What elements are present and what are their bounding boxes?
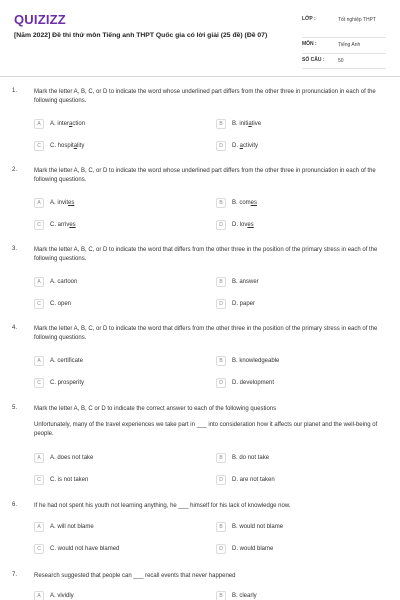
question-instruction: Mark the letter A, B, C or D to indicate the correct answer to each of the following questions	[34, 406, 277, 412]
option-label: D. development	[232, 379, 275, 386]
question-text: Mark the letter A, B, C, or D to indicate the word whose underlined part differs from the other three in pronunciation in each of the following questions.	[34, 89, 376, 104]
option-label: C. hospitality	[50, 142, 85, 149]
option-label: A. does not take	[50, 454, 94, 461]
option-label: B. comes	[232, 199, 258, 206]
option-letter: B	[216, 591, 226, 600]
question-text: Mark the letter A, B, C, or D to indicate the word whose underlined part differs from the other three in pronunciation in each of the following questions.	[34, 168, 376, 183]
question-3	[12, 246, 390, 318]
option-letter: D	[216, 378, 226, 388]
option-label: C. open	[50, 300, 72, 307]
option-letter: A	[34, 591, 44, 600]
count-label: SỐ CÂU :	[302, 57, 325, 63]
option-d[interactable]	[216, 543, 273, 554]
option-letter: D	[216, 141, 226, 151]
option-b[interactable]	[216, 452, 269, 463]
option-label: D. activity	[232, 142, 259, 149]
option-letter: A	[34, 277, 44, 287]
option-label: D. paper	[232, 300, 256, 307]
question-text: If he had not spent his youth not learning anything, he ___ himself for his lack of knowledge now.	[34, 503, 291, 509]
option-label: A. will not blame	[50, 523, 94, 530]
question-number: 3.	[12, 246, 18, 252]
option-b[interactable]	[216, 355, 279, 366]
question-number: 2.	[12, 167, 18, 173]
option-label: A. vividly	[50, 592, 74, 599]
question-number: 1.	[12, 88, 18, 94]
option-a[interactable]	[34, 118, 85, 129]
option-label: C. is not taken	[50, 476, 89, 483]
option-label: A. interaction	[50, 120, 86, 127]
option-a[interactable]	[34, 355, 83, 366]
option-letter: D	[216, 544, 226, 554]
option-letter: C	[34, 378, 44, 388]
option-label: A. cartoon	[50, 278, 78, 285]
question-number: 4.	[12, 325, 18, 331]
option-b[interactable]	[216, 118, 261, 129]
count-value: 50	[338, 58, 344, 64]
option-b[interactable]	[216, 197, 257, 208]
option-label: B. answer	[232, 278, 259, 285]
option-a[interactable]	[34, 521, 94, 532]
option-d[interactable]	[216, 140, 258, 151]
class-label: LỚP :	[302, 16, 316, 22]
option-label: D. are not taken	[232, 476, 275, 483]
question-6	[12, 502, 390, 562]
question-text: Mark the letter A, B, C, or D to indicate the word that differs from the other three in the position of the primary stress in each of the following questions.	[34, 326, 378, 341]
option-d[interactable]	[216, 377, 274, 388]
option-c[interactable]	[34, 543, 119, 554]
class-value: Tốt nghiệp THPT	[338, 17, 376, 23]
question-7	[12, 572, 390, 600]
option-label: B. knowledgeable	[232, 357, 280, 364]
option-a[interactable]	[34, 452, 93, 463]
document-title: [Năm 2022] Đề thi thử môn Tiếng anh THPT Quốc gia có lời giải (25 đề) (Đề 07)	[14, 32, 268, 39]
option-letter: A	[34, 198, 44, 208]
quizizz-logo: QUIZIZZ	[14, 12, 66, 27]
option-a[interactable]	[34, 590, 74, 600]
question-text: Unfortunately, many of the travel experiences we take part in ___ into consideration how it affects our planet and the well-being of people.	[34, 422, 378, 437]
header-divider	[0, 76, 400, 77]
option-d[interactable]	[216, 298, 255, 309]
question-number: 5.	[12, 405, 18, 411]
option-letter: B	[216, 198, 226, 208]
meta-count-row	[302, 54, 386, 69]
option-c[interactable]	[34, 298, 71, 309]
subject-label: MÔN :	[302, 41, 317, 47]
meta-subject-row	[302, 38, 386, 54]
option-label: C. would not have blamed	[50, 545, 120, 552]
option-letter: C	[34, 544, 44, 554]
question-5	[12, 405, 390, 495]
option-c[interactable]	[34, 219, 76, 230]
option-b[interactable]	[216, 276, 259, 287]
option-c[interactable]	[34, 140, 84, 151]
option-label: D. would blame	[232, 545, 274, 552]
option-letter: B	[216, 453, 226, 463]
option-letter: D	[216, 475, 226, 485]
option-b[interactable]	[216, 521, 283, 532]
subject-value: Tiếng Anh	[338, 42, 361, 48]
question-number: 7.	[12, 572, 18, 578]
option-d[interactable]	[216, 219, 254, 230]
option-letter: B	[216, 277, 226, 287]
option-letter: B	[216, 522, 226, 532]
option-label: A. certificate	[50, 357, 84, 364]
option-label: A. invites	[50, 199, 75, 206]
option-letter: B	[216, 119, 226, 129]
option-letter: C	[34, 141, 44, 151]
option-label: B. clearly	[232, 592, 257, 599]
option-a[interactable]	[34, 197, 74, 208]
question-text: Mark the letter A, B, C, or D to indicate the word that differs from the other three in the position of the primary stress in each of the following questions.	[34, 247, 378, 262]
option-a[interactable]	[34, 276, 77, 287]
option-c[interactable]	[34, 474, 88, 485]
option-letter: C	[34, 475, 44, 485]
option-letter: D	[216, 220, 226, 230]
option-letter: A	[34, 119, 44, 129]
option-letter: A	[34, 453, 44, 463]
question-text: Research suggested that people can ___ recall events that never happened	[34, 573, 236, 579]
question-2	[12, 167, 390, 239]
option-letter: A	[34, 356, 44, 366]
option-label: C. arrives	[50, 221, 76, 228]
option-label: D. loves	[232, 221, 254, 228]
question-4	[12, 325, 390, 397]
option-label: B. initiative	[232, 120, 262, 127]
option-letter: C	[34, 220, 44, 230]
option-d[interactable]	[216, 474, 275, 485]
option-label: B. would not blame	[232, 523, 284, 530]
question-number: 6.	[12, 502, 18, 508]
option-letter: C	[34, 299, 44, 309]
option-letter: A	[34, 522, 44, 532]
option-c[interactable]	[34, 377, 84, 388]
option-label: B. do not take	[232, 454, 270, 461]
question-1	[12, 88, 390, 160]
option-letter: D	[216, 299, 226, 309]
option-letter: B	[216, 356, 226, 366]
meta-class-row	[302, 13, 386, 38]
meta-panel	[302, 13, 386, 69]
option-label: C. prosperity	[50, 379, 85, 386]
option-b[interactable]	[216, 590, 257, 600]
